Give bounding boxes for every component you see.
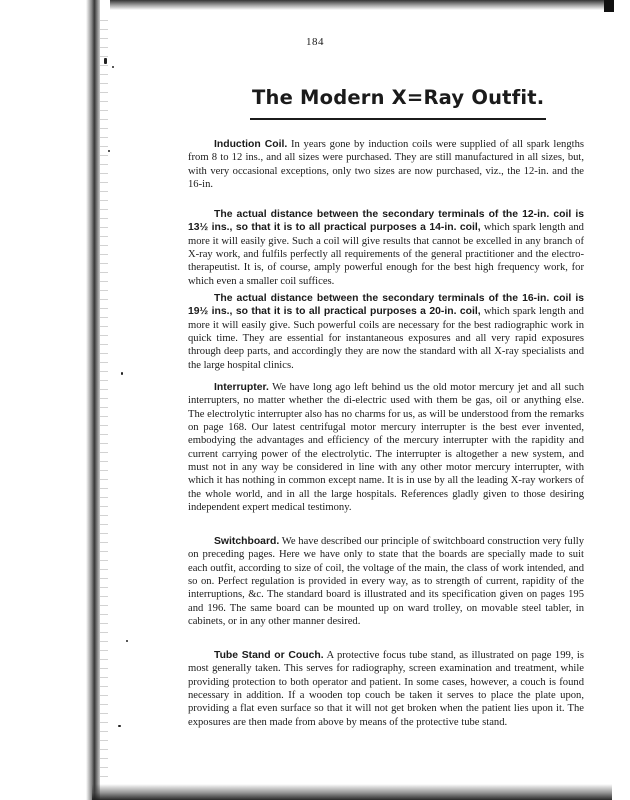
paragraph-lead: Switchboard.	[214, 536, 280, 547]
paragraph-text: A protective focus tube stand, as illustrated on page 199, is most generally taken. This serves for radiography, screen examination and treatment, while providing protection to both operator and patient. In some cases, however, a couch is found necessary in addition. If a wooden top couch be taken it serves to place the plate upon, providing a flat even surface so that it will not get broken when the patient lies upon it. The exposures are then made from above by means of the protective tube stand.	[188, 650, 584, 728]
paragraph-12in-coil	[188, 208, 584, 288]
paragraph-text: which spark length and more it will easily give. Such powerful coils are necessary for the best radiographic work in quick time. They are essential for instantaneous exposures and all very rapid exposures through deep parts, and accordingly they are now the standard with all X-ray specialists and the large hospital clinics.	[188, 306, 584, 371]
page-number: 184	[306, 36, 324, 48]
title-underline	[250, 118, 546, 120]
paragraph-text: In years gone by induction coils were supplied of all spark lengths from 8 to 12 ins., and all sizes were purchased. They are still manufactured in all sizes, but, with very occasional exceptions, only two sizes are now purchased, viz., the 12-in. and the 16-in.	[188, 139, 584, 191]
scan-edge-top	[110, 0, 614, 10]
paragraph-lead: Induction Coil.	[214, 139, 288, 150]
paragraph-text: which spark length and more it will easily give. Such a coil will give results that cannot be excelled in any branch of X-ray work, and fulfils perfectly all requirements of the general practitioner and the electro-therapeutist. It is, of course, amply powerful enough for the best high frequency work, for which even a smaller coil suffices.	[188, 222, 584, 287]
paragraph-16in-coil	[188, 292, 584, 372]
paragraph-tube-stand	[188, 649, 584, 729]
paragraph-lead: Tube Stand or Couch.	[214, 650, 324, 661]
scan-edge-bottom	[92, 784, 612, 800]
paragraph-lead: The actual distance between the secondary terminals of the 12-in. coil is 13½ ins., so that it is to all practical purposes a 14-in. coil,	[188, 209, 584, 234]
paragraph-induction-coil	[188, 138, 584, 191]
scan-binding-marks	[100, 20, 108, 780]
page-title: The Modern X=Ray Outfit.	[252, 86, 545, 109]
paragraph-text: We have described our principle of switchboard construction very fully on preceding pages. Here we have only to state that the boards are specially made to suit each outfit, according to size of coil, the voltage of the main, the class of work intended, and so on. Perfect regulation is provided in every way, as to strength of current, rapidity of the interruptions, &c. The standard board is illustrated and its specification given on pages 195 and 196. The same board can be mounted up on ward trolley, on movable steel tabler, in cabinets, or in any other manner desired.	[188, 536, 584, 628]
paragraph-lead: The actual distance between the secondary terminals of the 16-in. coil is 19½ ins., so that it is to all practical purposes a 20-in. coil,	[188, 293, 584, 318]
paragraph-switchboard	[188, 535, 584, 628]
paragraph-text: We have long ago left behind us the old motor mercury jet and all such interrupters, no matter whether the di-electric used with them be gas, oil or anything else. The electrolytic interrupter also has no charms for us, as will be understood from the remarks on page 168. Our latest centrifugal motor mercury interrupter is the best ever invented, embodying the advantages and efficiency of the mercury interrupter with the rapidity and current carrying power of the electrolytic. The interrupter is altogether a new system, and must not in any way be considered in line with any other motor mercury interrupter, with which it has nothing in common except name. It is in use by all the leading X-ray workers of the whole world, and in all the large hospitals. References gladly given to those desiring independent expert medical testimony.	[188, 382, 584, 514]
scan-corner-top-right	[604, 0, 614, 12]
paragraph-interrupter	[188, 381, 584, 514]
scan-edge-left	[86, 0, 100, 800]
paragraph-lead: Interrupter.	[214, 382, 269, 393]
